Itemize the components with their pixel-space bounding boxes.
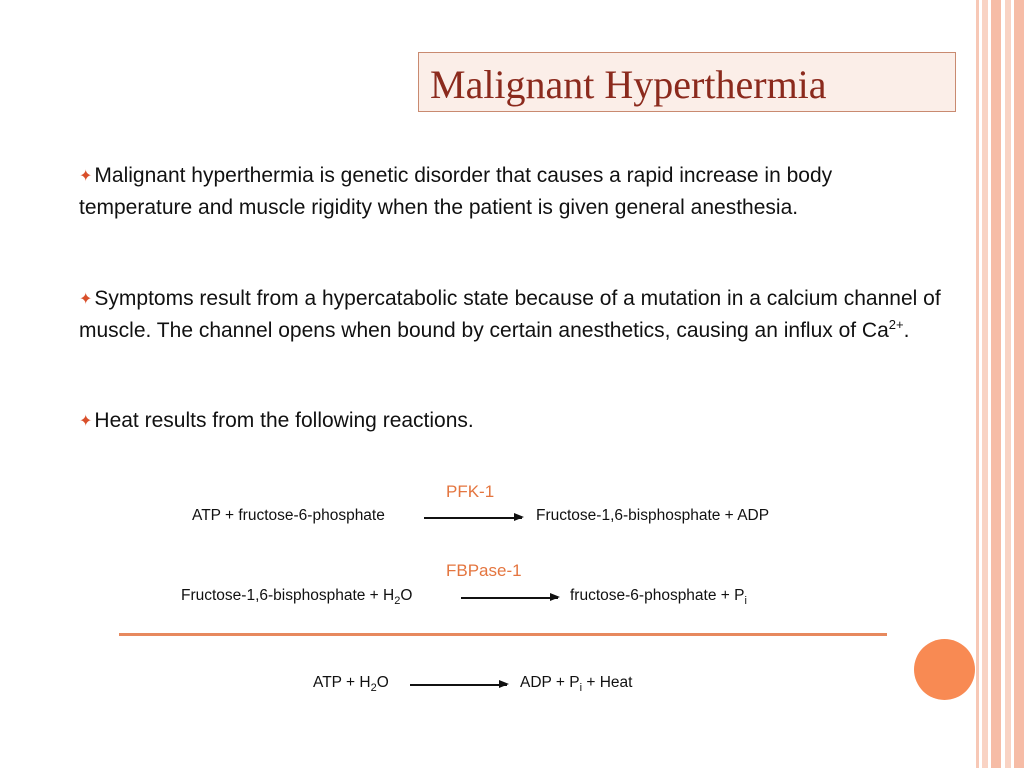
bullet-text-end: . (903, 318, 910, 342)
bullet-2 (79, 284, 949, 346)
bullet-text: Symptoms result from a hypercatabolic state because of a mutation in a calcium channel of muscle. The channel opens when bound by certain anesthetics, causing an influx of Ca (79, 287, 941, 342)
decorative-stripes (976, 0, 1024, 768)
decorative-circle (914, 639, 975, 700)
reaction-1-products: Fructose-1,6-bisphosphate + ADP (536, 507, 770, 524)
reaction-arrow (410, 684, 507, 686)
bullet-3 (79, 406, 949, 438)
stripe (1005, 0, 1011, 768)
reaction-2-reactants: Fructose-1,6-bisphosphate + $H_2O$ (181, 587, 413, 608)
stripe (976, 0, 979, 768)
calcium-charge: 2+ (888, 316, 904, 332)
four-point-star-icon: ✦ (79, 291, 93, 308)
enzyme-label-pfk1: PFK-1 (446, 482, 495, 501)
four-point-star-icon: ✦ (79, 413, 93, 430)
reaction-1-reactants: ATP + fructose-6-phosphate (192, 507, 385, 524)
slide-title: Malignant Hyperthermia (430, 62, 827, 107)
title-box (418, 52, 956, 112)
net-reaction-reactants: ATP + $H_2O$ (313, 674, 389, 695)
sum-divider-line (119, 633, 887, 636)
bullet-text: Malignant hyperthermia is genetic disorder that causes a rapid increase in body temperature and muscle rigidity when the patient is given general anesthesia. (79, 164, 833, 219)
net-reaction-products: ADP + $P_i$ + Heat (520, 674, 633, 695)
four-point-star-icon: ✦ (79, 168, 93, 185)
stripe (1014, 0, 1024, 768)
reaction-2-products: fructose-6-phosphate + $P_i$ (570, 587, 747, 608)
bullet-1 (79, 161, 949, 223)
stripe (982, 0, 988, 768)
reaction-arrow (424, 517, 522, 519)
enzyme-label-fbpase1: FBPase-1 (446, 561, 522, 580)
bullet-text: Heat results from the following reactions. (94, 409, 474, 432)
reaction-arrow (461, 597, 558, 599)
stripe (991, 0, 1001, 768)
